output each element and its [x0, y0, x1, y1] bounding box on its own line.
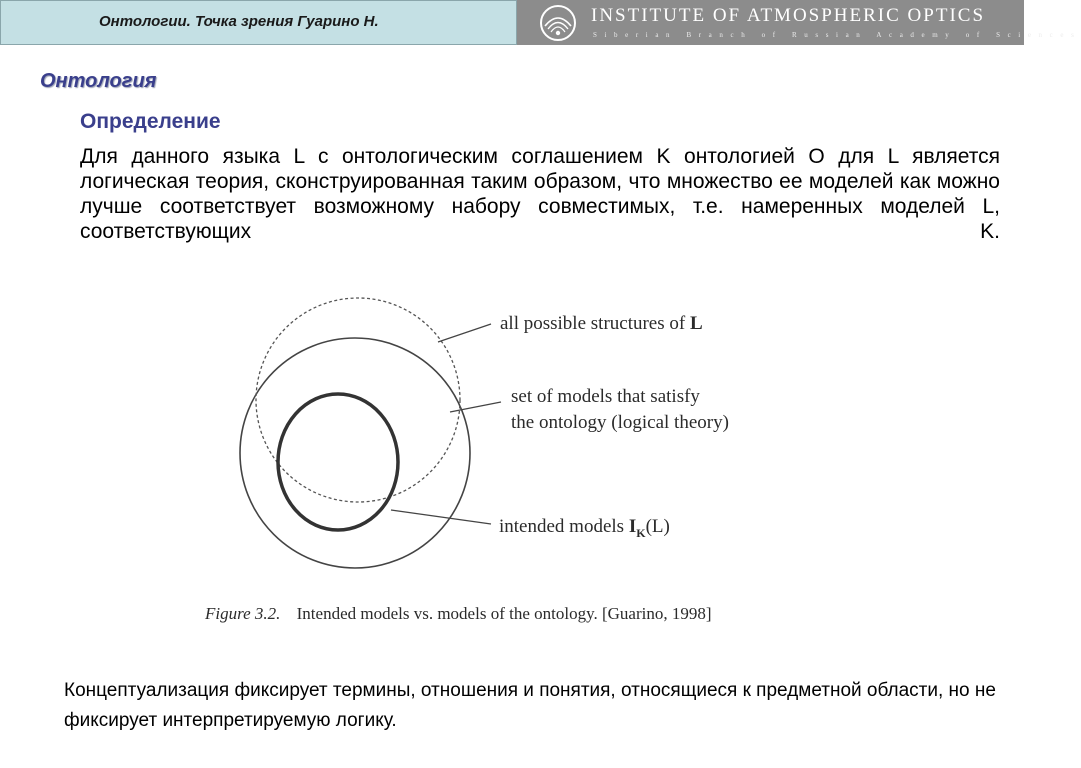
ontology-figure: [195, 295, 835, 645]
definition-heading: Определение: [80, 110, 221, 133]
slide-header-title: Онтологии. Точка зрения Гуарино Н.: [99, 13, 379, 30]
institute-subtitle: Siberian Branch of Russian Academy of Sciences: [593, 31, 1081, 39]
footer-note: Концептуализация фиксирует термины, отношения и понятия, относящиеся к предметной области, но не фиксирует интерпретируемую логику.: [64, 680, 996, 731]
institute-banner: [517, 0, 1081, 45]
leader-line-set: [450, 402, 501, 412]
label-set-line2: the ontology (logical theory): [511, 412, 729, 433]
figure-caption: Figure 3.2. Intended models vs. models of the ontology. [Guarino, 1998]: [205, 604, 712, 623]
definition-text: Для данного языка L с онтологическим соглашением K онтологией O для L является логическая теория, сконструированная таким образом, что множество ее моделей как можно лучше соответствует возможному набору совместимых, т.е. намеренных моделей L, соответствующих K.: [80, 145, 1000, 243]
ontology-models-circle: [256, 298, 460, 502]
institute-logo-icon: [539, 4, 577, 42]
label-all-structures: all possible structures of L: [500, 313, 703, 334]
institute-name: INSTITUTE OF ATMOSPHERIC OPTICS: [591, 5, 986, 26]
section-title: Онтология: [40, 70, 157, 92]
label-intended-models: intended models $I_K(L)$: [499, 516, 670, 540]
label-set-line1: set of models that satisfy: [511, 386, 700, 407]
header-title-bar: [0, 0, 517, 45]
leader-line-all: [438, 324, 491, 342]
leader-line-intended: [391, 510, 491, 524]
intended-models-ellipse: [278, 394, 398, 530]
all-structures-circle: [240, 338, 470, 568]
